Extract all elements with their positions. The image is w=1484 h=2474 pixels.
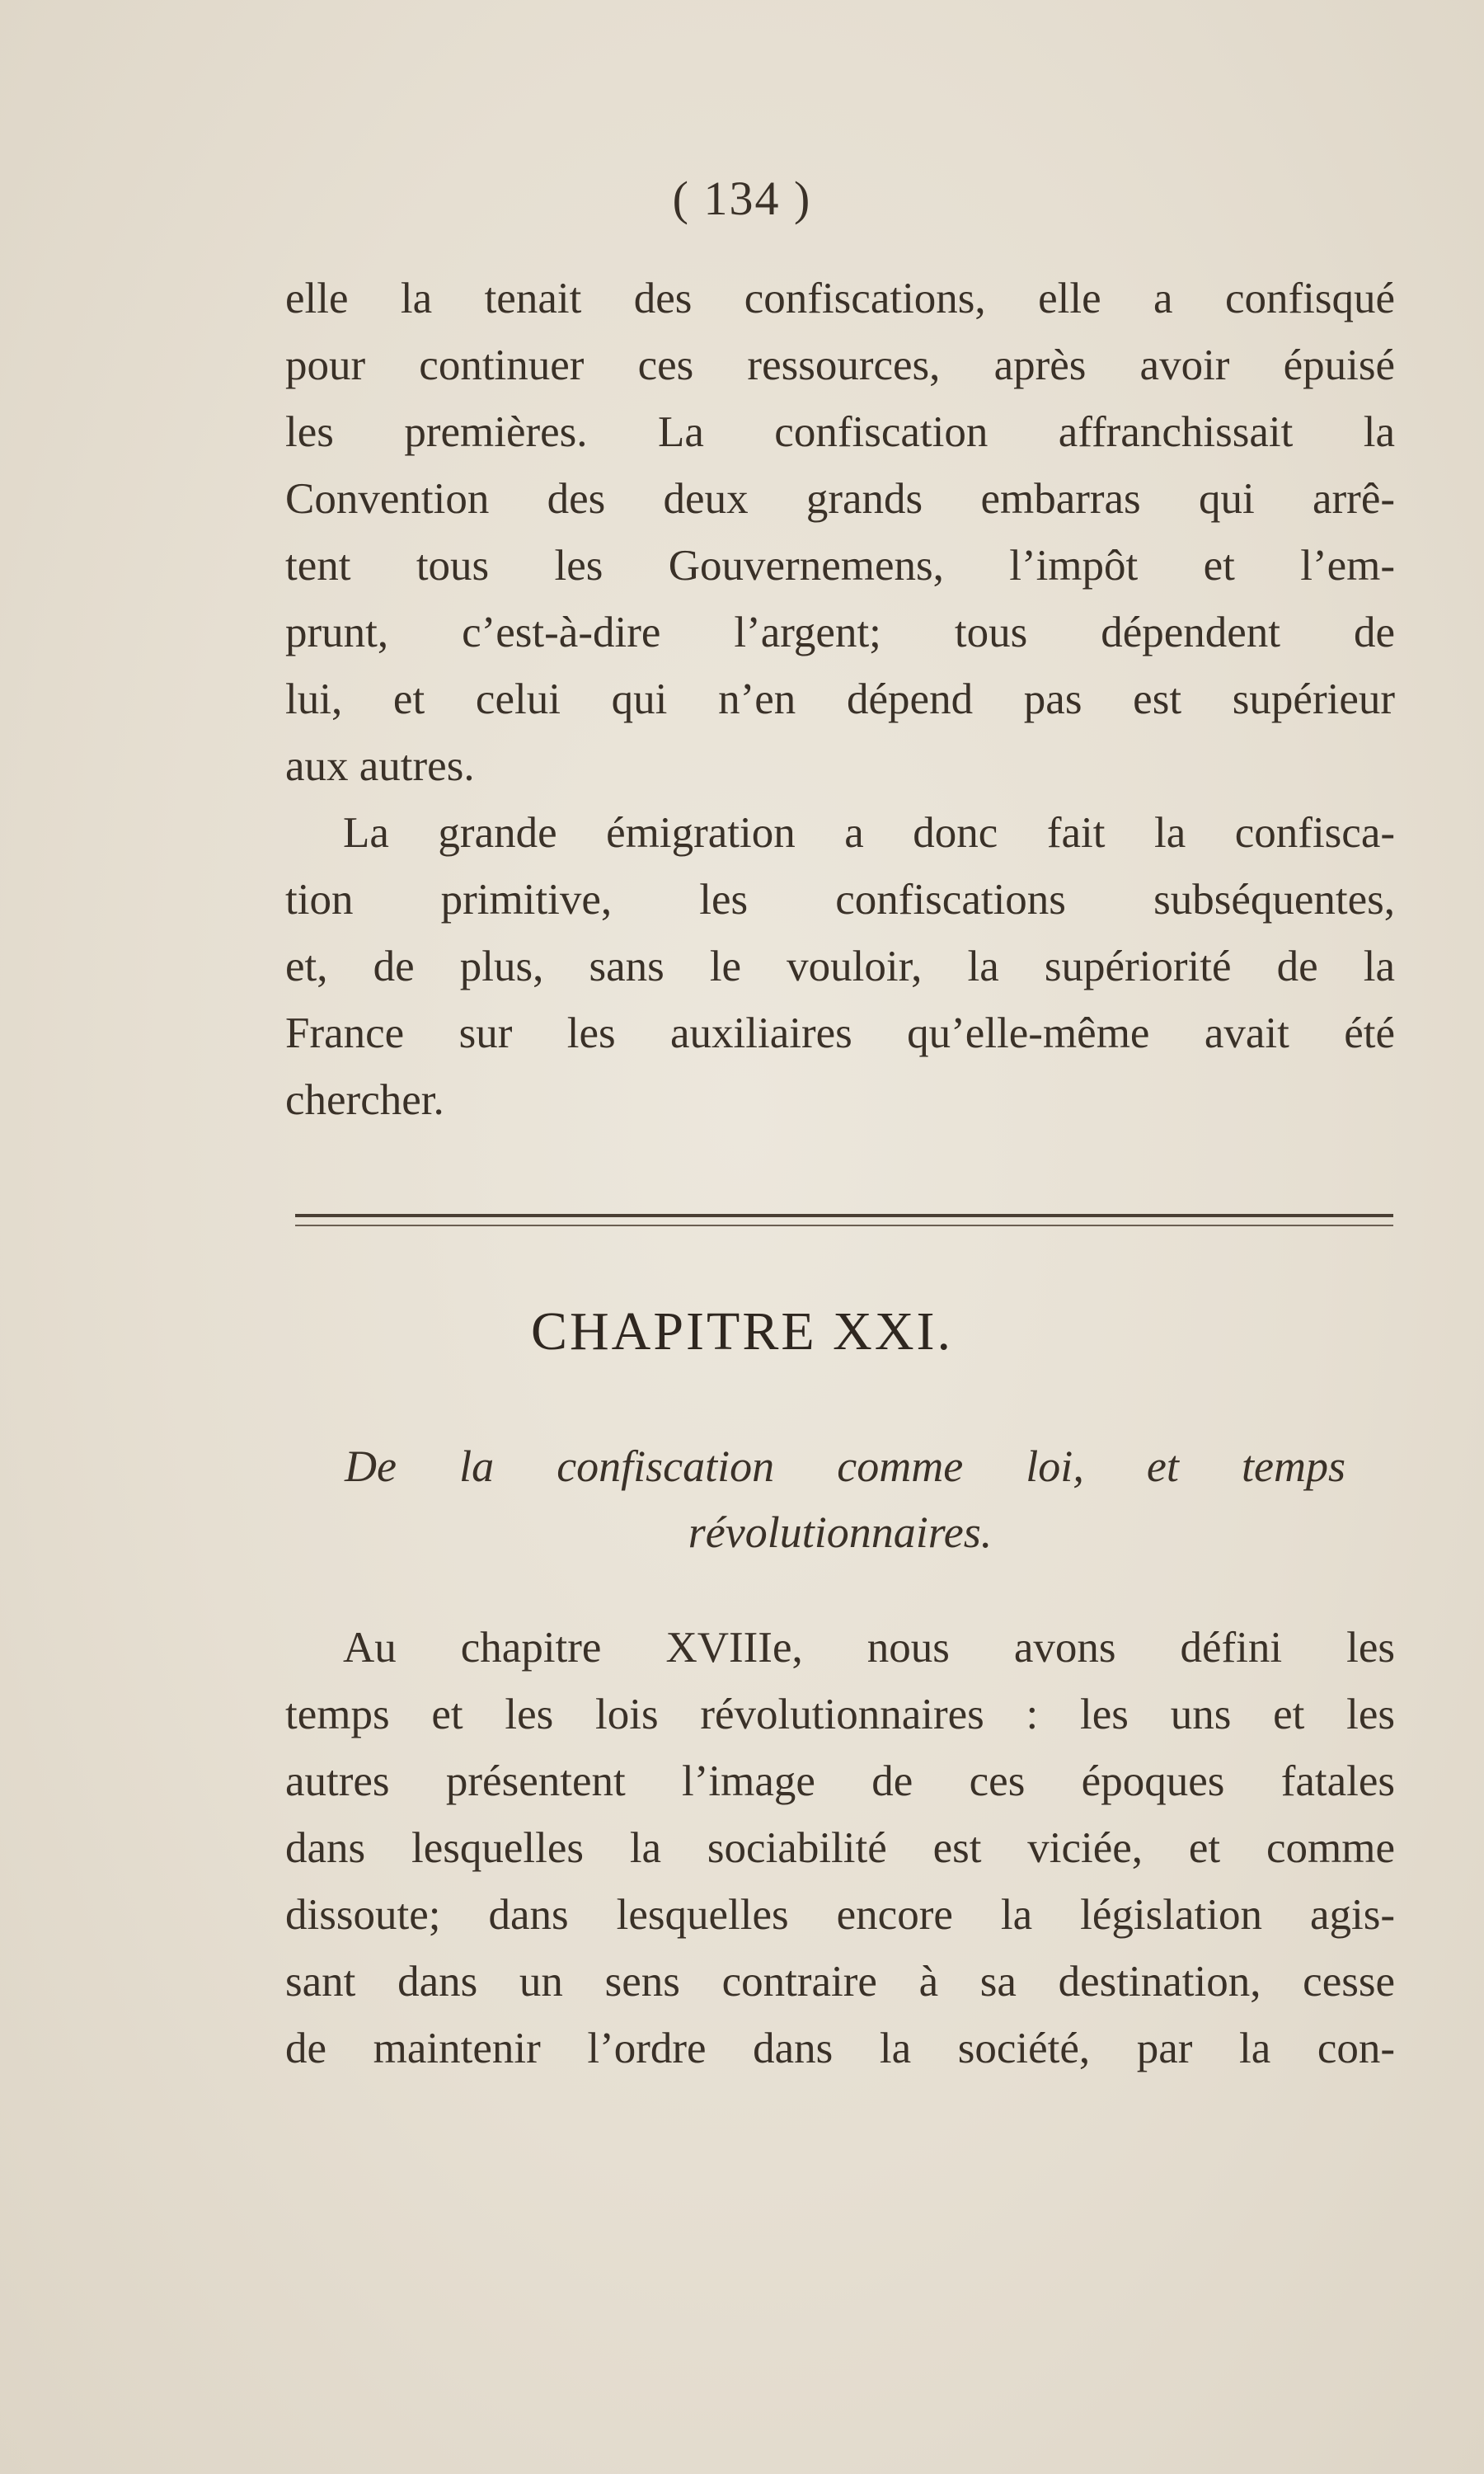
paragraph-3 xyxy=(285,1615,1395,2082)
text-line: tion primitive, les confiscations subséquentes, xyxy=(285,876,1395,924)
chapter-subtitle-line: De la confiscation comme loi, et temps xyxy=(345,1442,1345,1491)
text-line: temps et les lois révolutionnaires : les uns et les xyxy=(285,1691,1395,1738)
section-divider-thin xyxy=(295,1225,1393,1226)
text-line: France sur les auxiliaires qu’elle-même avait été xyxy=(285,1009,1395,1057)
text-line: de maintenir l’ordre dans la société, par la con- xyxy=(285,2025,1395,2072)
chapter-subtitle-line: révolutionnaires. xyxy=(688,1507,993,1557)
text-line: prunt, c’est-à-dire l’argent; tous dépendent de xyxy=(285,609,1395,656)
text-line: Au chapitre XVIIIe, nous avons défini les xyxy=(343,1624,1395,1672)
chapter-title: CHAPITRE XXI. xyxy=(531,1301,953,1362)
text-line: les premières. La confiscation affranchissait la xyxy=(285,408,1395,456)
text-line: elle la tenait des confiscations, elle a confisqué xyxy=(285,275,1395,322)
text-line: chercher. xyxy=(285,1076,444,1124)
page-number: ( 134 ) xyxy=(672,172,812,225)
paragraph-2 xyxy=(285,800,1395,1134)
section-divider-thick xyxy=(295,1214,1393,1217)
chapter-subtitle xyxy=(285,1433,1395,1565)
text-line: dans lesquelles la sociabilité est viciée, et comme xyxy=(285,1824,1395,1872)
text-line: sant dans un sens contraire à sa destination, cesse xyxy=(285,1958,1395,2006)
text-line: Convention des deux grands embarras qui arrê- xyxy=(285,475,1395,523)
text-line: dissoute; dans lesquelles encore la législation agis- xyxy=(285,1891,1395,1939)
text-line: pour continuer ces ressources, après avoir épuisé xyxy=(285,341,1395,389)
text-line: lui, et celui qui n’en dépend pas est supérieur xyxy=(285,675,1395,723)
text-line: et, de plus, sans le vouloir, la supériorité de la xyxy=(285,943,1395,990)
text-line: aux autres. xyxy=(285,742,475,790)
text-line: autres présentent l’image de ces époques fatales xyxy=(285,1757,1395,1805)
text-line: tent tous les Gouvernemens, l’impôt et l’em- xyxy=(285,542,1395,590)
text-line: La grande émigration a donc fait la confisca- xyxy=(343,809,1395,857)
paragraph-1 xyxy=(285,266,1395,800)
